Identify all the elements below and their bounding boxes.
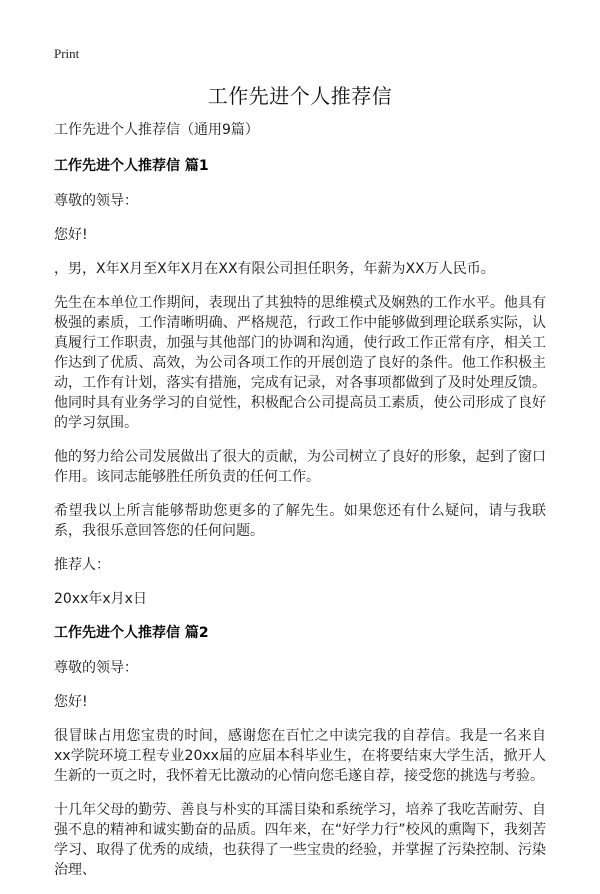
section-heading: 工作先进个人推荐信 篇1 xyxy=(54,158,209,174)
page-title: 工作先进个人推荐信 xyxy=(207,84,393,108)
greeting: 您好! xyxy=(54,227,88,243)
greeting: 您好! xyxy=(54,694,88,710)
paragraph: 希望我以上所言能够帮助您更多的了解先生。如果您还有什么疑问，请与我联系，我很乐意回答您的任何问题。 xyxy=(54,503,546,539)
document-body xyxy=(54,120,546,894)
section-heading: 工作先进个人推荐信 篇2 xyxy=(54,625,209,641)
paragraph: ，男，X年X月至X年X月在XX有限公司担任职务，年薪为XX万人民币。 xyxy=(54,261,495,277)
signer-label: 推荐人： xyxy=(54,557,110,573)
letter-section-2 xyxy=(54,623,546,880)
salutation: 尊敬的领导： xyxy=(54,660,138,676)
letter-date: 20xx年x月x日 xyxy=(54,591,147,607)
paragraph: 先生在本单位工作期间，表现出了其独特的思维模式及娴熟的工作水平。他具有极强的素质，工作清晰明确、严格规范，行政工作中能够做到理论联系实际，认真履行工作职责，加强与其他部门的协调和沟通，使行政工作正常有序，相关工作达到了优质、高效，为公司各项工作的开展创造了良好的条件。他工作积极主动，工作有计划，落实有措施，完成有记录，对各事项都做到了及时处理反馈。他同时具有业务学习的自觉性，积极配合公司提高员工素质，使公司形成了良好的学习氛围。 xyxy=(54,295,546,431)
paragraph: 他的努力给公司发展做出了很大的贡献，为公司树立了良好的形象，起到了窗口作用。该同志能够胜任所负责的任何工作。 xyxy=(54,449,546,485)
print-link[interactable]: Print xyxy=(54,46,80,61)
document-subtitle: 工作先进个人推荐信（通用9篇） xyxy=(54,122,259,138)
salutation: 尊敬的领导： xyxy=(54,193,138,209)
paragraph: 十几年父母的勤劳、善良与朴实的耳濡目染和系统学习，培养了我吃苦耐劳、自强不息的精神和诚实勤奋的品质。四年来，在“好学力行”校风的熏陶下，我刻苦学习、取得了优秀的成绩，也获得了一些宝贵的经验，并掌握了污染控制、污染治理、 xyxy=(54,802,546,878)
paragraph: 很冒昧占用您宝贵的时间，感谢您在百忙之中读完我的自荐信。我是一名来自xx学院环境工程专业20xx届的应届本科毕业生，在将要结束大学生活，掀开人生新的一页之时，我怀着无比激动的心情向您毛遂自荐，接受您的挑选与考验。 xyxy=(54,728,546,784)
letter-section-1 xyxy=(54,156,546,609)
